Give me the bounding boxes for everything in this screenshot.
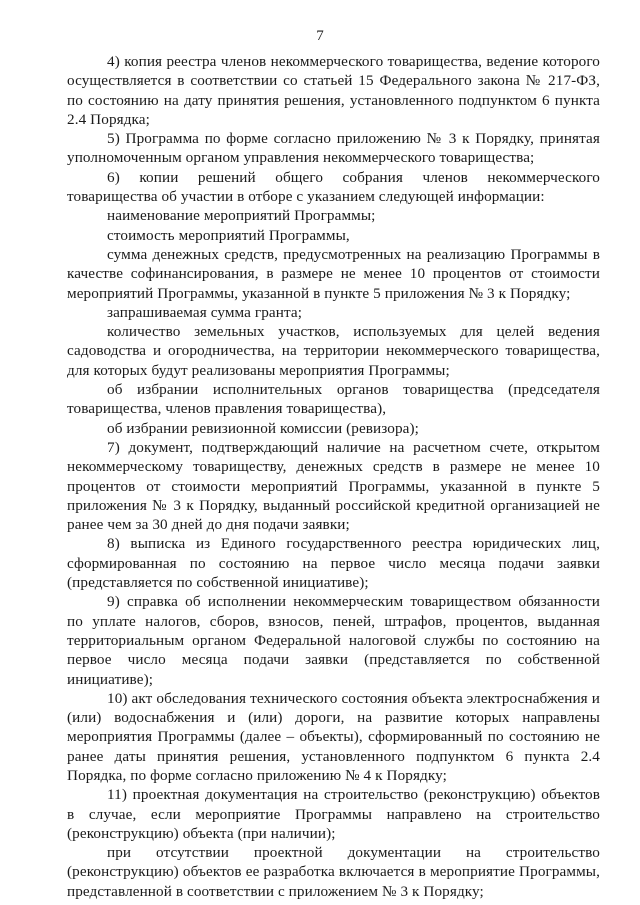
- paragraph-item-4-registry-copy: 4) копия реестра членов некоммерческого товарищества, ведение которого осуществляется в соответствии со статьей 15 Федерального закона № 217-ФЗ, по состоянию на дату принятия решения, установленного подпунктом 6 пункта 2.4 Порядка;: [67, 53, 600, 128]
- paragraph-item-8-registry-extract: 8) выписка из Единого государственного реестра юридических лиц, сформированная по состоянию на первое число месяца подачи заявки (представляется по собственной инициативе);: [67, 535, 600, 592]
- paragraph-item-5-program: 5) Программа по форме согласно приложению № 3 к Порядку, принятая уполномоченным органом управления некоммерческого товарищества;: [67, 130, 600, 167]
- document-body: [67, 52, 600, 901]
- paragraph-no-project-documentation: при отсутствии проектной документации на строительство (реконструкцию) объектов ее разработка включается в мероприятие Программы, представленной в соответствии с приложением № 3 к Порядку;: [67, 844, 600, 900]
- paragraph-item-7-bank-document: 7) документ, подтверждающий наличие на расчетном счете, открытом некоммерческому товариществу, денежных средств в размере не менее 10 процентов от стоимости мероприятий Программы, указанной в пункте 5 приложения № 3 к Порядку, выданный российской кредитной организацией не ранее чем за 30 дней до дня подачи заявки;: [67, 438, 600, 534]
- page-number: 7: [316, 28, 324, 44]
- paragraph-program-activities-name: наименование мероприятий Программы;: [107, 207, 376, 225]
- paragraph-item-10-inspection-act: 10) акт обследования технического состояния объекта электроснабжения и (или) водоснабжения и (или) дороги, на развитие которых направлены мероприятия Программы (далее – объекты), сформированный по состоянию не ранее даты принятия решения, установленного подпунктом 6 пункта 2.4 Порядка, по форме согласно приложению № 4 к Порядку;: [67, 689, 600, 784]
- paragraph-cofinancing-amount: сумма денежных средств, предусмотренных на реализацию Программы в качестве софинансирования, в размере не менее 10 процентов от стоимости мероприятий Программы, указанной в пункте 5 приложения № 3 к Порядку;: [67, 245, 600, 302]
- paragraph-item-11-project-documentation: 11) проектная документация на строительство (реконструкцию) объектов в случае, если мероприятие Программы направлено на строительство (реконструкцию) объекта (при наличии);: [67, 786, 600, 842]
- paragraph-audit-commission-election: об избрании ревизионной комиссии (ревизора);: [107, 419, 420, 437]
- paragraph-land-plots-count: количество земельных участков, используемых для целей ведения садоводства и огородничества, на территории некоммерческого товарищества, для которых будут реализованы мероприятия Программы;: [67, 323, 600, 379]
- paragraph-item-9-tax-certificate: 9) справка об исполнении некоммерческим товариществом обязанности по уплате налогов, сборов, взносов, пеней, штрафов, процентов, выданная территориальным органом Федеральной налоговой службы по состоянию на первое число месяца подачи заявки (представляется по собственной инициативе);: [67, 593, 600, 688]
- paragraph-item-6-meeting-decisions: 6) копии решений общего собрания членов некоммерческого товарищества об участии в отборе с указанием следующей информации:: [67, 168, 600, 206]
- paragraph-program-activities-cost: стоимость мероприятий Программы,: [107, 226, 350, 244]
- paragraph-requested-grant: запрашиваемая сумма гранта;: [107, 303, 303, 321]
- paragraph-executive-bodies-election: об избрании исполнительных органов товарищества (председателя товарищества, членов правления товарищества),: [67, 381, 600, 418]
